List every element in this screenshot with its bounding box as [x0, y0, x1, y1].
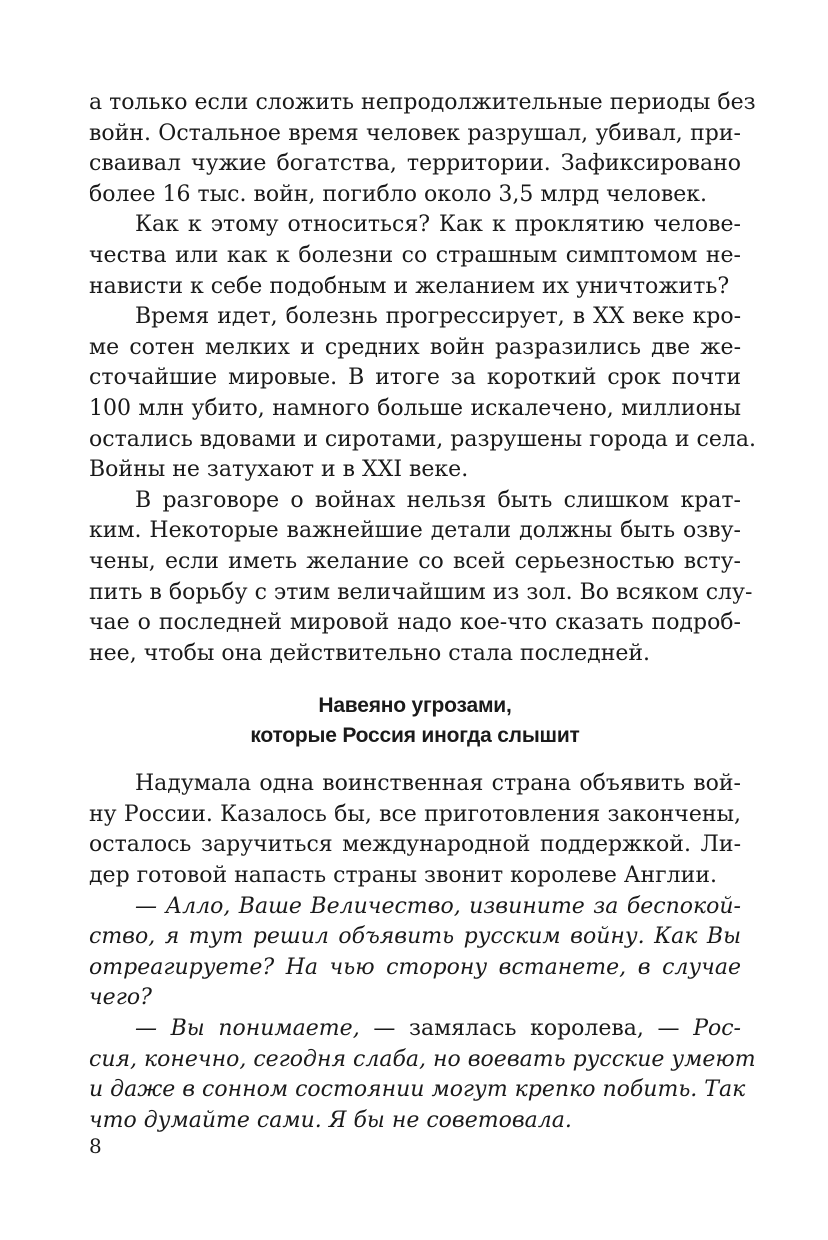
- text-line: сия, конечно, сегодня слаба, но воевать русские умеют: [89, 1046, 756, 1072]
- text-line: нависти к себе подобным и желанием их уничтожить?: [89, 273, 730, 299]
- text-line: более 16 тыс. войн, погибло около 3,5 млрд человек.: [89, 181, 708, 207]
- text-line: а только если сложить непродолжительные периоды без: [89, 90, 756, 115]
- text-line: чества или как к болезни со страшным симптомом не-: [89, 242, 741, 268]
- dialogue-line-1: [89, 892, 741, 1014]
- text-line: сточайшие мировые. В итоге за короткий срок почти: [89, 365, 741, 391]
- text-line: и даже в сонном состоянии могут крепко побить. Так: [89, 1077, 746, 1103]
- heading-line-2: которые Россия иногда слышит: [250, 724, 580, 748]
- text-line: пить в борьбу с этим величайшим из зол. Во всяком слу-: [89, 579, 753, 605]
- text-line: нее, чтобы она действительно стала последней.: [89, 640, 651, 666]
- dialogue-line-2: [89, 1014, 756, 1136]
- text-line: отреагируете? На чью сторону встанете, в случае: [89, 954, 741, 980]
- text-line: ким. Некоторые важнейшие детали должны быть озву-: [89, 518, 741, 544]
- text-line: ство, я тут решил объявить русским войну. Как Вы: [89, 924, 741, 950]
- text-line: войн. Остальное время человек разрушал, убивал, при-: [89, 120, 741, 146]
- text-line: Время идет, болезнь прогрессирует, в XX веке кро-: [135, 304, 741, 330]
- narration: — замялась королева, —: [359, 1016, 694, 1042]
- text-line: Войны не затухают и в XXI веке.: [89, 457, 469, 483]
- text-line: В разговоре о войнах нельзя быть слишком крат-: [135, 487, 741, 513]
- text-line: 100 млн убито, намного больше искалечено, миллионы: [89, 395, 741, 421]
- paragraph-1: [89, 88, 756, 210]
- italic-speech: — Вы понимаете,: [135, 1016, 360, 1042]
- text-line: ну России. Казалось бы, все приготовления закончены,: [89, 801, 741, 827]
- text-line: дер готовой напасть страны звонит королеве Англии.: [89, 863, 717, 889]
- text-line: остались вдовами и сиротами, разрушены города и села.: [89, 426, 756, 452]
- italic-speech: Рос-: [693, 1016, 741, 1042]
- book-page: [89, 88, 756, 1136]
- page-number: 8: [89, 1134, 102, 1158]
- text-line: Как к этому относиться? Как к проклятию челове-: [135, 212, 741, 238]
- paragraph-4: [89, 486, 753, 670]
- heading-line-1: Навеяно угрозами,: [318, 694, 512, 718]
- text-line: чае о последней мировой надо кое-что сказать подроб-: [89, 610, 741, 636]
- text-line: чего?: [89, 985, 152, 1011]
- text-line: Надумала одна воинственная страна объявить вой-: [135, 771, 741, 797]
- text-line: чены, если иметь желание со всей серьезностью всту-: [89, 548, 741, 574]
- text-line-mixed: [89, 1014, 741, 1045]
- section-heading: [89, 691, 741, 751]
- text-line: ме сотен мелких и средних войн разразились две же-: [89, 334, 741, 360]
- paragraph-3: [89, 302, 756, 486]
- text-line: сваивал чужие богатства, территории. Зафиксировано: [89, 151, 741, 177]
- text-line: что думайте сами. Я бы не советовала.: [89, 1107, 572, 1133]
- story-paragraph: [89, 769, 741, 891]
- text-line: — Алло, Ваше Величество, извините за беспокой-: [135, 893, 741, 919]
- text-line: осталось заручиться международной поддержкой. Ли-: [89, 832, 741, 858]
- paragraph-2: [89, 210, 741, 302]
